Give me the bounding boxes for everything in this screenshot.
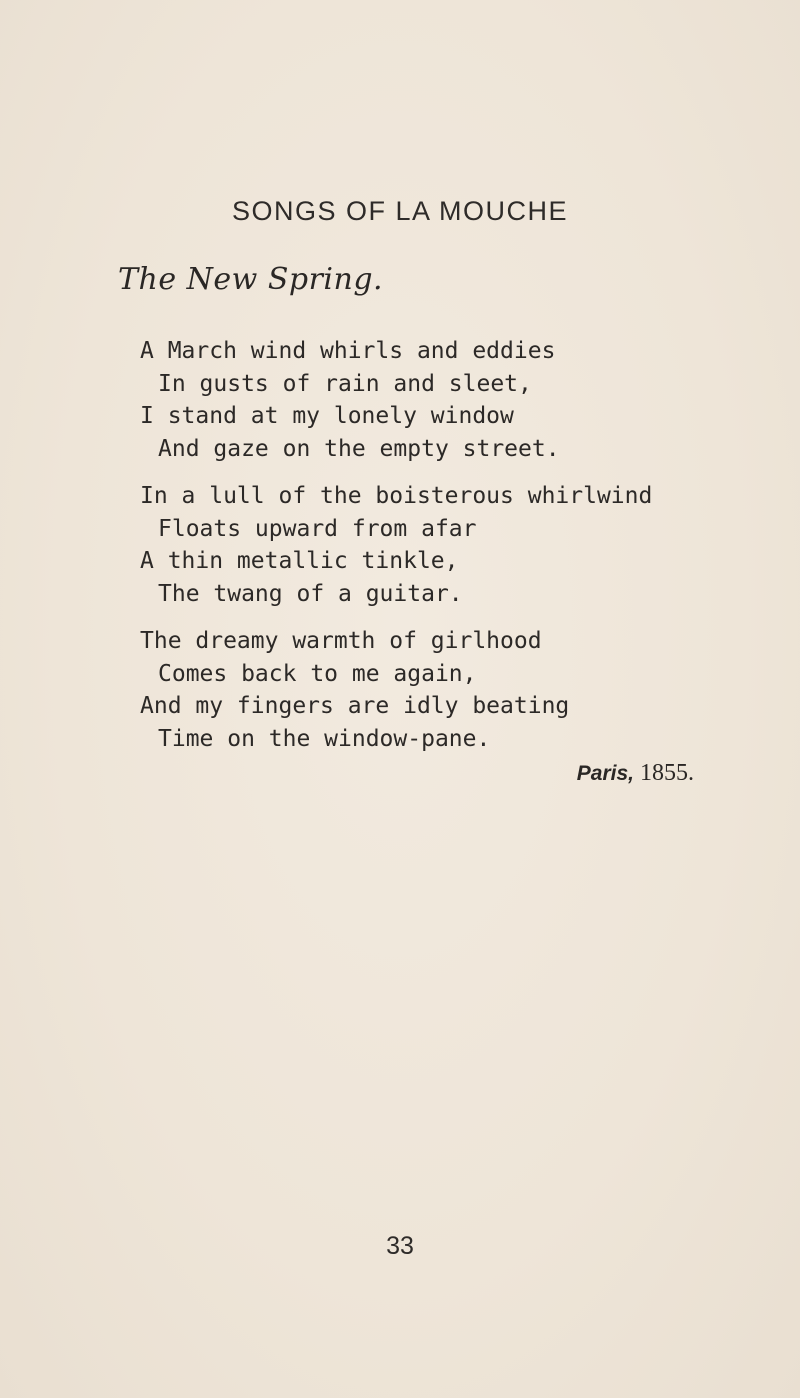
poem-line: The dreamy warmth of girlhood xyxy=(140,628,542,654)
poem-line: The twang of a guitar. xyxy=(158,580,463,607)
poem-line: Floats upward from afar xyxy=(158,515,477,542)
signature-place: Paris, xyxy=(576,762,634,785)
stanza-3 xyxy=(140,625,700,755)
running-head: SONGS OF LA MOUCHE xyxy=(231,196,569,226)
poem-line: Time on the window-pane. xyxy=(158,725,491,752)
page-number: 33 xyxy=(386,1232,414,1260)
poem-line: Comes back to me again, xyxy=(158,660,477,687)
poem-line: I stand at my lonely window xyxy=(140,403,514,429)
poem-line: And gaze on the empty street. xyxy=(158,435,560,462)
stanza-2 xyxy=(140,480,700,610)
poem-signature xyxy=(577,760,694,787)
poem-line: A thin metallic tinkle, xyxy=(140,548,459,574)
stanza-1 xyxy=(140,335,700,465)
poem-line: In gusts of rain and sleet, xyxy=(158,370,532,397)
poem-title: The New Spring. xyxy=(118,262,384,297)
signature-year: 1855. xyxy=(640,760,694,786)
poem-line: A March wind whirls and eddies xyxy=(140,338,556,364)
poem-line: In a lull of the boisterous whirlwind xyxy=(140,483,653,509)
poem-line: And my fingers are idly beating xyxy=(140,693,570,719)
